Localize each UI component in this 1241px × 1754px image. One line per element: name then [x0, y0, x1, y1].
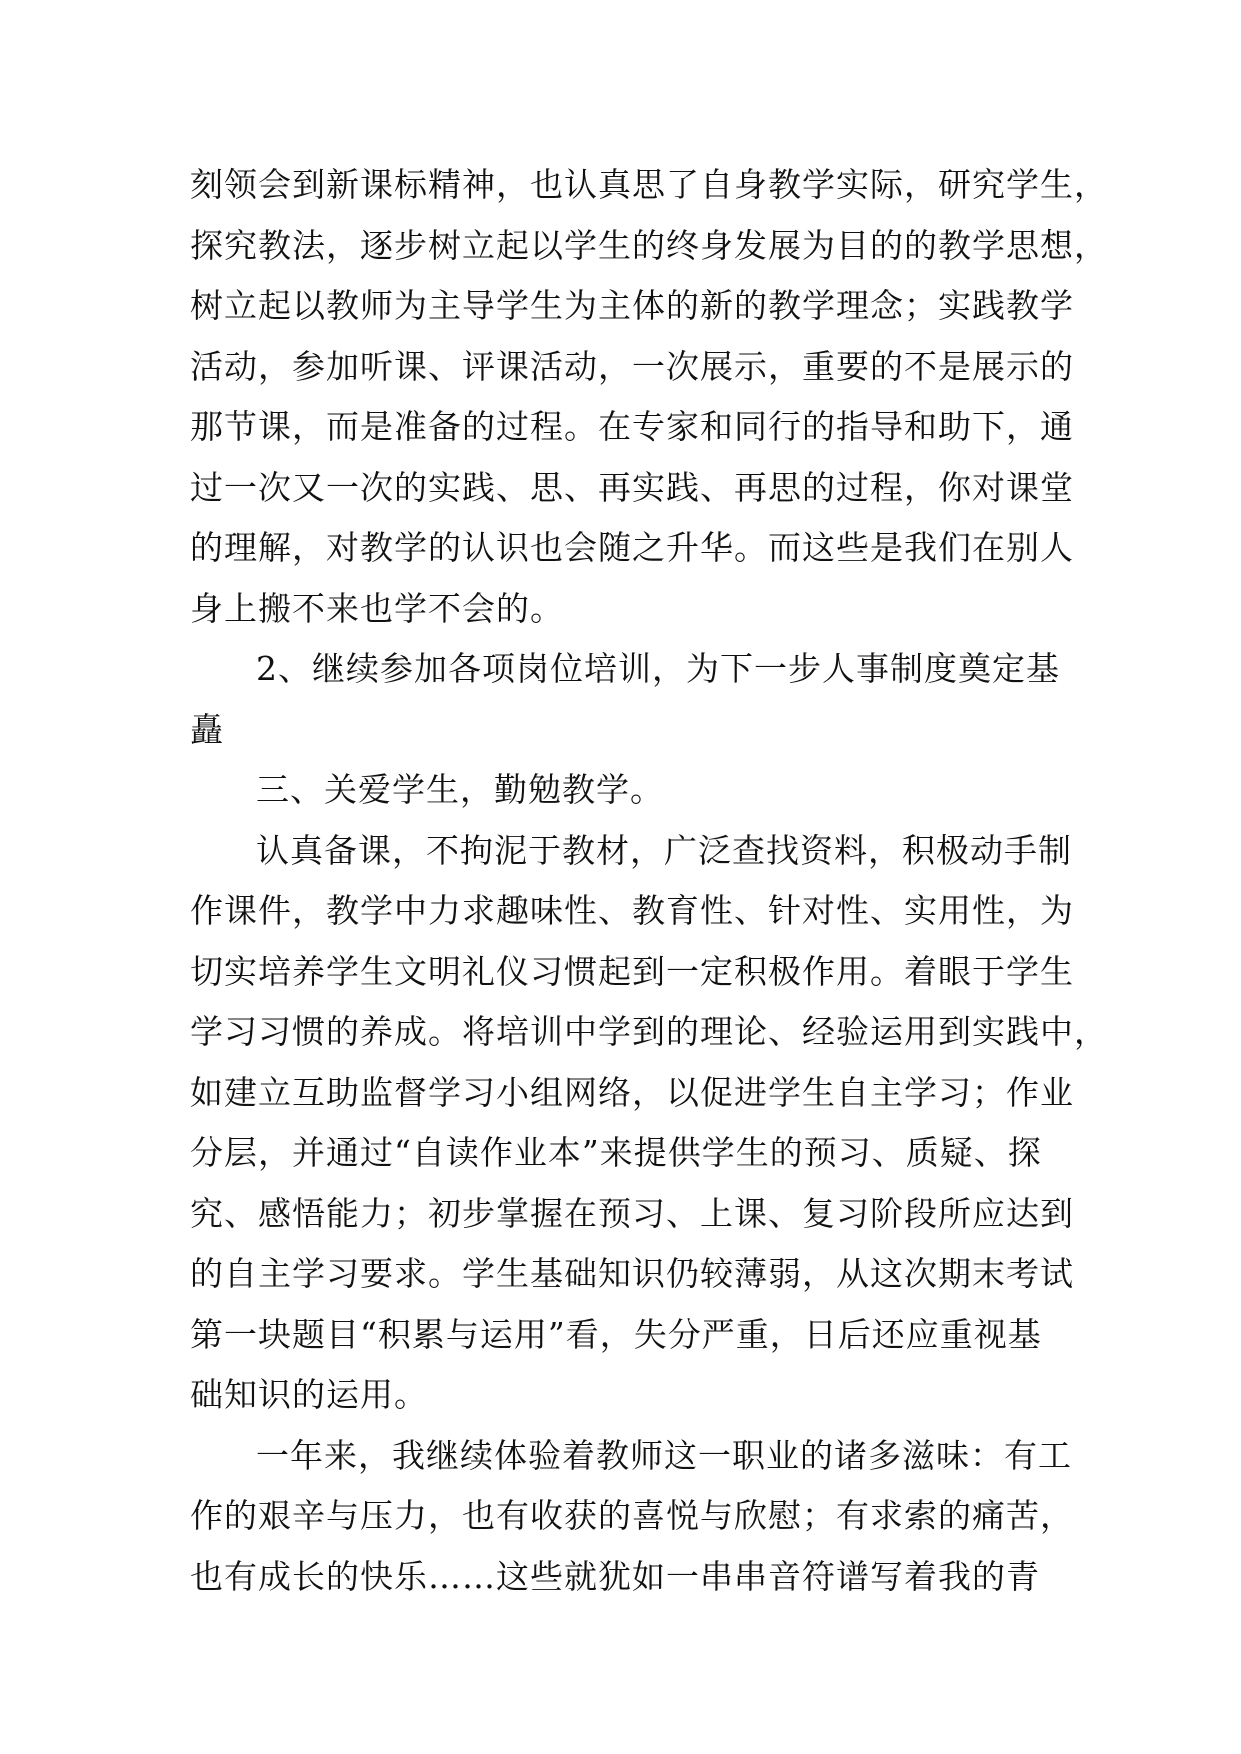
- text-line: 作课件，教学中力求趣味性、教育性、针对性、实用性，为: [190, 891, 1074, 930]
- text-line: 探究教法，逐步树立起以学生的终身发展为目的的教学思想，: [190, 225, 1108, 265]
- text-line: 身上搬不来也学不会的。: [190, 588, 564, 628]
- text-line: 认真备课，不拘泥于教材，广泛查找资料，积极动手制: [256, 830, 1072, 870]
- text-line: 过一次又一次的实践、思、再实践、再思的过程，你对课堂: [190, 467, 1074, 507]
- text-line: 矗: [190, 709, 224, 749]
- section-heading: 三、关爱学生，勤勉教学。: [256, 770, 664, 809]
- text-line: 刻领会到新课标精神，也认真思了自身教学实际，研究学生，: [190, 165, 1108, 204]
- text-line: 也有成长的快乐……这些就犹如一串串音符谱写着我的青: [190, 1556, 1040, 1596]
- text-line: 学习习惯的养成。将培训中学到的理论、经验运用到实践中，: [190, 1012, 1108, 1051]
- text-line: 一年来，我继续体验着教师这一职业的诸多滋味：有工: [256, 1435, 1072, 1475]
- text-line: 作的艰辛与压力，也有收获的喜悦与欣慰；有求索的痛苦，: [190, 1496, 1074, 1535]
- body-text: [190, 155, 1108, 1607]
- text-line: 分层，并通过“自读作业本”来提供学生的预习、质疑、探: [190, 1133, 1042, 1172]
- text-line: 那节课，而是准备的过程。在专家和同行的指导和助下，通: [190, 407, 1074, 446]
- text-line: 活动，参加听课、评课活动，一次展示，重要的不是展示的: [190, 346, 1074, 386]
- text-line: 树立起以教师为主导学生为主体的新的教学理念；实践教学: [190, 286, 1074, 325]
- text-line: 如建立互助监督学习小组网络，以促进学生自主学习；作业: [190, 1072, 1074, 1112]
- text-line: 础知识的运用。: [190, 1375, 428, 1414]
- text-line: 2、继续参加各项岗位培训，为下一步人事制度奠定基: [256, 649, 1060, 688]
- text-line: 的理解，对教学的认识也会随之升华。而这些是我们在别人: [190, 528, 1074, 567]
- text-line: 第一块题目“积累与运用”看，失分严重，日后还应重视基: [190, 1314, 1042, 1354]
- text-line: 切实培养学生文明礼仪习惯起到一定积极作用。着眼于学生: [190, 951, 1074, 991]
- text-line: 究、感悟能力；初步掌握在预习、上课、复习阶段所应达到: [190, 1193, 1074, 1233]
- text-line: 的自主学习要求。学生基础知识仍较薄弱，从这次期末考试: [190, 1254, 1074, 1293]
